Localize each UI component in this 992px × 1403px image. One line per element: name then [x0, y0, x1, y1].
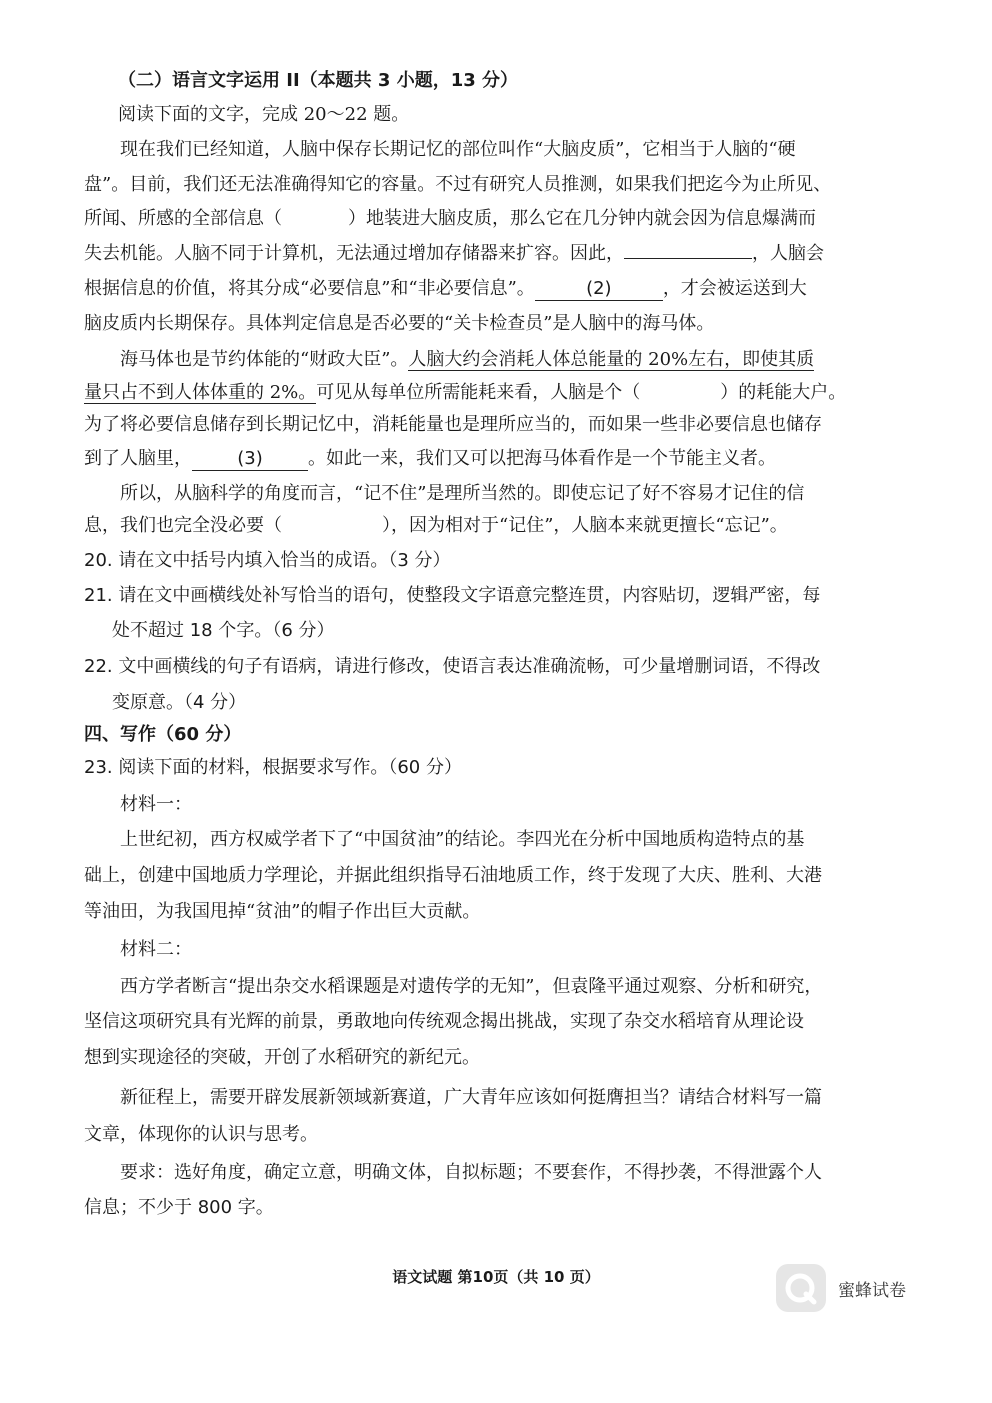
passage-text: ，才会被运送到大 [662, 278, 807, 299]
question-21: 21. 请在文中画横线处补写恰当的语句，使整段文字语意完整连贯，内容贴切，逻辑严密，每 [84, 585, 821, 606]
writing-section-title: 四、写作（60 分） [84, 724, 242, 745]
passage-text: ），因为相对于“记住”，人脑本来就更擅长“忘记”。 [382, 515, 788, 536]
writing-prompt: 新征程上，需要开辟发展新领域新赛道，广大青年应该如何挺膺担当？请结合材料写一篇 [120, 1087, 822, 1108]
passage-line: 盘”。目前，我们还无法准确得知它的容量。不过有研究人员推测，如果我们把迄今为止所见、 [84, 174, 832, 195]
passage-line [84, 206, 816, 232]
material-1-title: 材料一： [120, 794, 192, 815]
passage-text: 可见从每单位所需能耗来看，人脑是个（ [316, 382, 641, 403]
passage-line: 现在我们已经知道，人脑中保存长期记忆的部位叫作“大脑皮质”，它相当于人脑的“硬 [120, 139, 796, 160]
passage-line [84, 276, 807, 302]
reading-instruction: 阅读下面的文字，完成 20～22 题。 [118, 104, 410, 125]
sick-sentence-part2: 量只占不到人体体重的 2%。 [84, 382, 317, 403]
passage-text: ）的耗能大户。 [720, 382, 847, 403]
passage-line [84, 446, 776, 472]
material-line: 础上，创建中国地质力学理论，并据此组织指导石油地质工作，终于发现了大庆、胜利、大港 [84, 865, 822, 886]
brand-label: 蜜蜂试卷 [838, 1281, 906, 1301]
passage-line: 脑皮质内长期保存。具体判定信息是否必要的“关卡检查员”是人脑中的海马体。 [84, 313, 715, 334]
material-line: 坚信这项研究具有光辉的前景，勇敢地向传统观念揭出挑战，实现了杂交水稻培育从理论设 [84, 1011, 804, 1032]
question-21-cont: 处不超过 18 个字。（6 分） [112, 620, 335, 641]
material-2-title: 材料二： [120, 939, 192, 960]
fill-blank-3[interactable]: (3) [192, 448, 308, 471]
bee-exam-logo-icon [776, 1264, 826, 1312]
passage-text: 息，我们也完全没必要（ [84, 515, 282, 536]
passage-text: 所闻、所感的全部信息（ [84, 208, 282, 229]
sick-sentence-part1: 人脑大约会消耗人体总能量的 20%左右，即使其质 [408, 349, 815, 370]
passage-line [84, 513, 788, 539]
passage-line [120, 347, 814, 373]
material-line: 想到实现途径的突破，开创了水稻研究的新纪元。 [84, 1047, 480, 1068]
page-footer: 语文试题 第10页（共 10 页） [392, 1268, 600, 1286]
passage-text: ）地装进大脑皮质，那么它在几分钟内就会因为信息爆满而 [348, 208, 816, 229]
fill-blank-1[interactable] [624, 258, 752, 259]
section-title: （二）语言文字运用 II（本题共 3 小题，13 分） [118, 70, 519, 91]
passage-text: 海马体也是节约体能的“财政大臣”。 [120, 349, 409, 370]
passage-line [84, 380, 846, 406]
writing-requirements-cont: 信息；不少于 800 字。 [84, 1197, 274, 1218]
passage-text: 。如此一来，我们又可以把海马体看作是一个节能主义者。 [308, 448, 776, 469]
writing-requirements: 要求：选好角度，确定立意，明确文体，自拟标题；不要套作，不得抄袭，不得泄露个人 [120, 1162, 822, 1183]
material-line: 上世纪初，西方权威学者下了“中国贫油”的结论。李四光在分析中国地质构造特点的基 [120, 829, 805, 850]
question-22: 22. 文中画横线的句子有语病，请进行修改，使语言表达准确流畅，可少量增删词语，不得改 [84, 656, 821, 677]
passage-line [84, 241, 824, 267]
material-line: 等油田，为我国甩掉“贫油”的帽子作出巨大贡献。 [84, 901, 481, 922]
passage-text: 根据信息的价值，将其分成“必要信息”和“非必要信息”。 [84, 278, 535, 299]
question-23: 23. 阅读下面的材料，根据要求写作。（60 分） [84, 757, 462, 778]
passage-text: 到了人脑里， [84, 448, 192, 469]
question-20: 20. 请在文中括号内填入恰当的成语。（3 分） [84, 550, 451, 571]
passage-text: ，人脑会 [752, 243, 824, 264]
writing-prompt-cont: 文章，体现你的认识与思考。 [84, 1124, 318, 1145]
passage-line: 为了将必要信息储存到长期记忆中，消耗能量也是理所应当的，而如果一些非必要信息也储存 [84, 414, 822, 435]
passage-line: 所以，从脑科学的角度而言，“记不住”是理所当然的。即使忘记了好不容易才记住的信 [120, 483, 805, 504]
material-line: 西方学者断言“提出杂交水稻课题是对遗传学的无知”，但袁隆平通过观察、分析和研究， [120, 976, 823, 997]
question-22-cont: 变原意。（4 分） [112, 692, 247, 713]
passage-text: 失去机能。人脑不同于计算机，无法通过增加存储器来扩容。因此， [84, 243, 624, 264]
fill-blank-2[interactable]: (2) [535, 278, 663, 301]
